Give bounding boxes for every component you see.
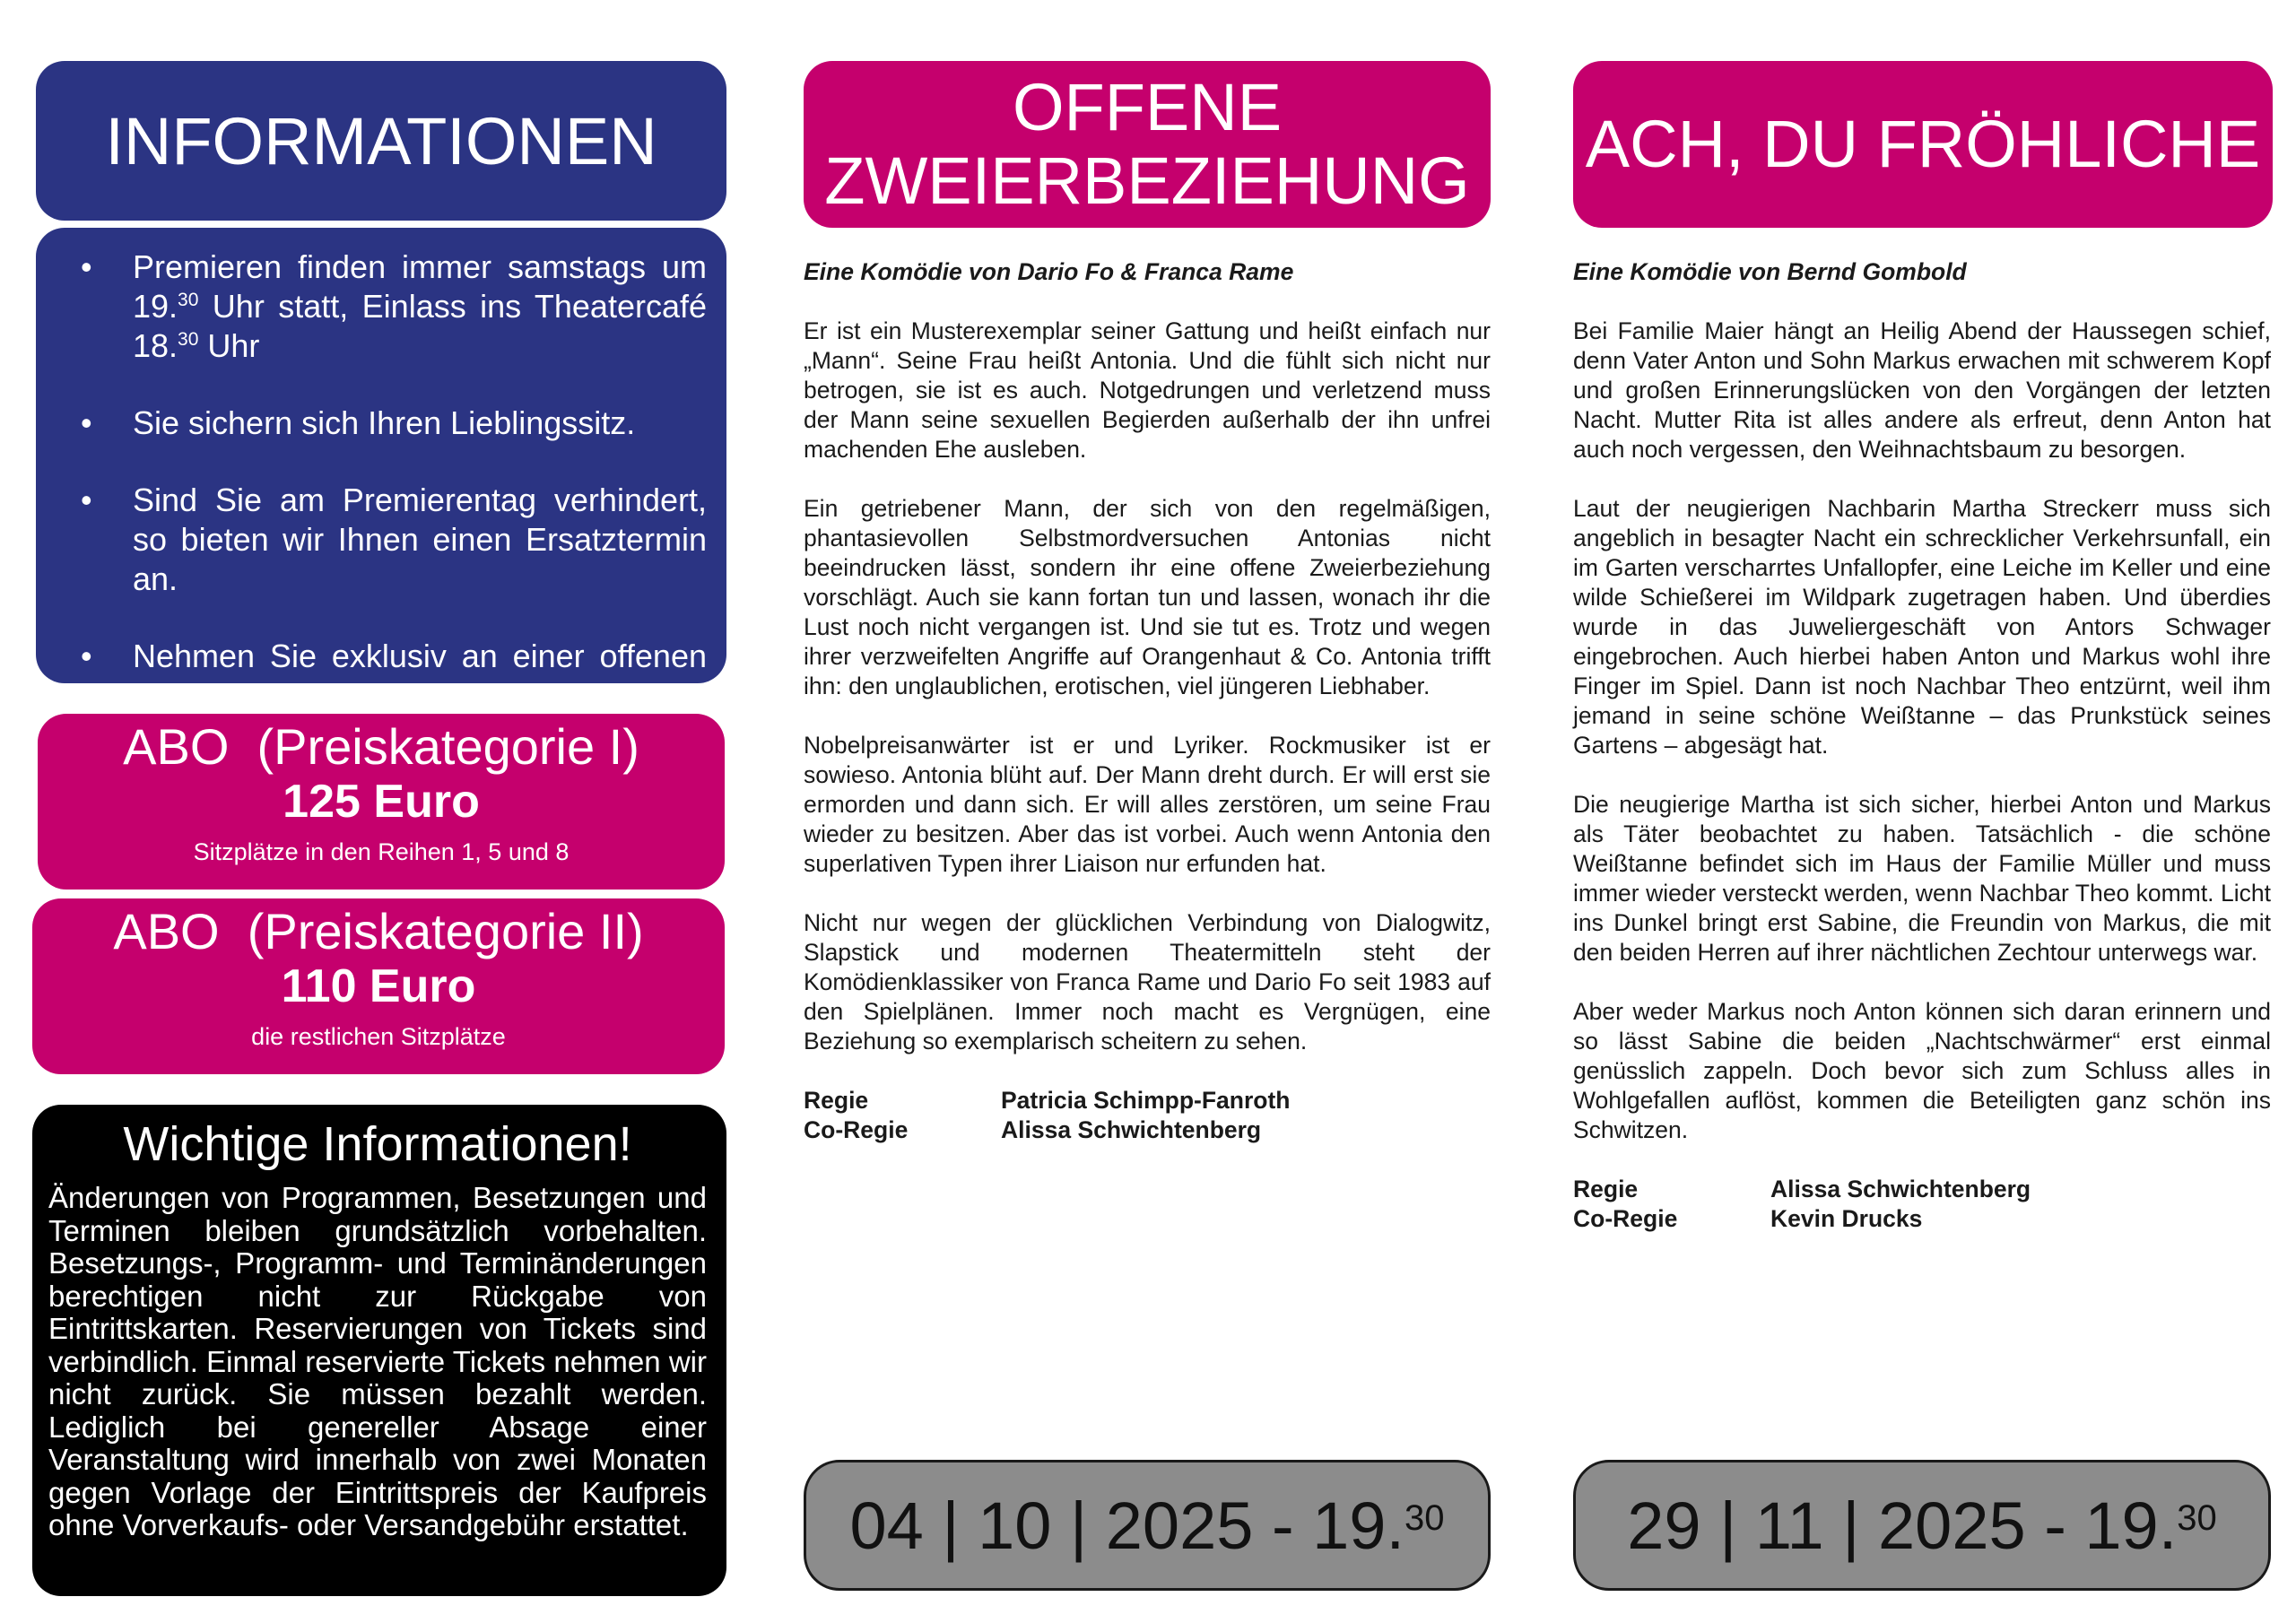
abo-price: 125 Euro [283, 776, 480, 828]
play1-date-sup: 30 [1405, 1497, 1445, 1538]
play1-paragraph: Er ist ein Musterexemplar seiner Gattung und heißt einfach nur „Mann“. Seine Frau heißt Antonia. Und die fühlt sich nicht nur betrogen, sie ist es auch. Notgedrungen und verletzend muss der Mann seine sexuellen Begierden außerhalb der ihn unfrei machenden Ehe ausleben. [804, 317, 1491, 463]
play1-description [804, 257, 1491, 1145]
bullet-text: Sind Sie am Premierentag verhindert, so bieten wir Ihnen einen Ersatztermin an. [133, 482, 707, 597]
coregie-label: Co-Regie [1573, 1205, 1678, 1232]
play1-paragraph: Nicht nur wegen der glücklichen Verbindung von Dialogwitz, Slapstick und modernen Theatermitteln steht der Komödienklassiker von Franca Rame und Dario Fo seit 1983 auf den Spielplänen. Immer noch macht es Vergnügen, eine Beziehung so exemplarisch scheitern zu sehen. [804, 909, 1491, 1055]
play1-title-line1: OFFENE [1012, 70, 1283, 144]
play2-paragraph: Laut der neugierigen Nachbarin Martha Streckerr muss sich angeblich in besagter Nacht ein schrecklicher Verkehrsunfall, ein im Garten verscharrtes Unfallopfer, eine Leiche im Keller und eine wilde Schießerei im Wildpark zugetragen haben. Und überdies wurde in das Juweliergeschäft von Antors Schwager eingebrochen. Auch hierbei haben Anton und Markus wohl ihre Finger im Spiel. Dann ist noch Nachbar Theo entzürnt, weil ihm jemand in seine schöne Weißtanne – das Prunkstück seines Gartens – abgesägt hat. [1573, 495, 2271, 759]
coregie-label: Co-Regie [804, 1116, 909, 1143]
abo-note: Sitzplätze in den Reihen 1, 5 und 8 [193, 838, 570, 865]
play2-paragraph: Bei Familie Maier hängt an Heilig Abend der Haussegen schief, denn Vater Anton und Sohn Markus erwachen mit schwerem Kopf und großen Erinnerungslücken von den Vorgängen der letzten Nacht. Mutter Rita ist alles andere als erfreut, denn Anton hat auch noch vergessen, den Weihnachtsbaum zu besorgen. [1573, 317, 2271, 463]
regie-label: Regie [1573, 1176, 1639, 1202]
abo-title: ABO (Preiskategorie I) [123, 718, 639, 775]
play1-coregie [804, 1115, 1491, 1145]
play1-date-box [804, 1460, 1491, 1591]
play1-title-line2: ZWEIERBEZIEHUNG [824, 143, 1470, 218]
abo-price-category-1 [38, 714, 725, 890]
abo-price-category-2 [32, 898, 725, 1074]
play2-date-sup: 30 [2177, 1497, 2217, 1538]
regie-name: Patricia Schimpp-Fanroth [1001, 1087, 1291, 1114]
informationen-title: INFORMATIONEN [105, 103, 657, 178]
play2-date: 29 | 11 | 2025 - 19. [1627, 1488, 2178, 1563]
regie-name: Alissa Schwichtenberg [1770, 1176, 2031, 1202]
play2-paragraph: Die neugierige Martha ist sich sicher, hierbei Anton und Markus als Täter beobachtet zu haben. Tatsächlich - die schöne Weißtanne befindet sich im Haus der Familie Müller und muss immer wieder versteckt werden, wenn Nachbar Theo kommt. Licht ins Dunkel bringt erst Sabine, die Freundin von Markus, die mit den beiden Herren auf ihrer nächtlichen Zechtour unterwegs war. [1573, 791, 2271, 966]
play2-description [1573, 257, 2271, 1234]
informationen-header [36, 61, 726, 221]
play1-paragraph: Nobelpreisanwärter ist er und Lyriker. Rockmusiker ist er sowieso. Antonia blüht auf. Der Mann dreht durch. Er will erst sie ermorden und dann sich. Er will alles zerstören, um seine Frau wieder zu besitzen. Aber das ist vorbei. Auch wenn Antonia den superlativen Typen ihrer Liaison nur erfunden hat. [804, 732, 1491, 877]
play2-date-box [1573, 1460, 2271, 1591]
bullet-item [54, 481, 707, 599]
important-info-box [32, 1105, 726, 1596]
play1-date: 04 | 10 | 2025 - 19. [849, 1488, 1405, 1563]
bullet-icon: • [81, 404, 92, 441]
bullet-item [54, 637, 707, 716]
bullet-item [54, 404, 707, 443]
play2-coregie [1573, 1204, 2271, 1234]
bullet-item [54, 247, 707, 366]
important-info-text: Änderungen von Programmen, Besetzungen und Terminen bleiben grundsätzlich vorbehalten. Besetzungs-, Programm- und Terminänderungen berechtigen nicht zur Rückgabe von Eintrittskarten. Reservierungen von Tickets sind verbindlich. Einmal reservierte Tickets nehmen wir nicht zurück. Sie müssen bezahlt werden. Lediglich bei genereller Absage einer Veranstaltung wird innerhalb von zwei Monaten gegen Vorlage der Eintrittspreis der Kaufpreis ohne Vorverkaufs- oder Versandgebühr erstattet. [48, 1181, 707, 1541]
play2-author: Eine Komödie von Bernd Gombold [1573, 258, 1967, 285]
play1-regie [804, 1086, 1491, 1115]
bullet-icon: • [81, 248, 92, 285]
abo-note: die restlichen Sitzplätze [251, 1023, 506, 1050]
play1-title-banner [804, 61, 1491, 228]
regie-label: Regie [804, 1087, 869, 1114]
abo-price: 110 Euro [281, 960, 476, 1012]
coregie-name: Kevin Drucks [1770, 1205, 1923, 1232]
bullet-text: Nehmen Sie exklusiv an einer offenen Probe teil. [133, 638, 707, 714]
coregie-name: Alissa Schwichtenberg [1001, 1116, 1262, 1143]
play1-paragraph: Ein getriebener Mann, der sich von den regelmäßigen, phantasievollen Selbstmordversuchen Antonias nicht beeindrucken lässt, sondern ihr eine offene Zweierbeziehung vorschlägt. Auch sie kann fortan tun und lassen, wonach ihr die Lust noch nicht vergangen ist. Und sie tut es. Trotz und wegen ihrer verzweifelten Angriffe auf Orangenhaut & Co. Antonia trifft ihn: den unglaublichen, erotischen, viel jüngeren Liebhaber. [804, 495, 1491, 699]
play2-paragraph: Aber weder Markus noch Anton können sich daran erinnern und so lässt Sabine die beiden „Nachtschwärmer“ erst einmal genüsslich zappeln. Doch bevor sich zum Schluss alles in Wohlgefallen auflöst, kommen die Beteiligten ganz schön ins Schwitzen. [1573, 998, 2271, 1143]
important-info-title: Wichtige Informationen! [123, 1117, 632, 1171]
bullet-icon: • [81, 638, 92, 674]
abo-title: ABO (Preiskategorie II) [113, 903, 644, 959]
play2-regie [1573, 1175, 2271, 1204]
bullet-icon: • [81, 482, 92, 518]
bullet-text: Sie sichern sich Ihren Lieblingssitz. [133, 404, 636, 441]
bullet-text: Premieren finden immer samstags um 19.30 Uhr statt, Einlass ins Theatercafé 18.30 Uhr [133, 248, 707, 364]
play2-title: ACH, DU FRÖHLICHE [1585, 107, 2261, 181]
play1-author: Eine Komödie von Dario Fo & Franca Rame [804, 258, 1294, 285]
info-bullet-box [36, 228, 726, 714]
play2-title-banner [1573, 61, 2273, 228]
